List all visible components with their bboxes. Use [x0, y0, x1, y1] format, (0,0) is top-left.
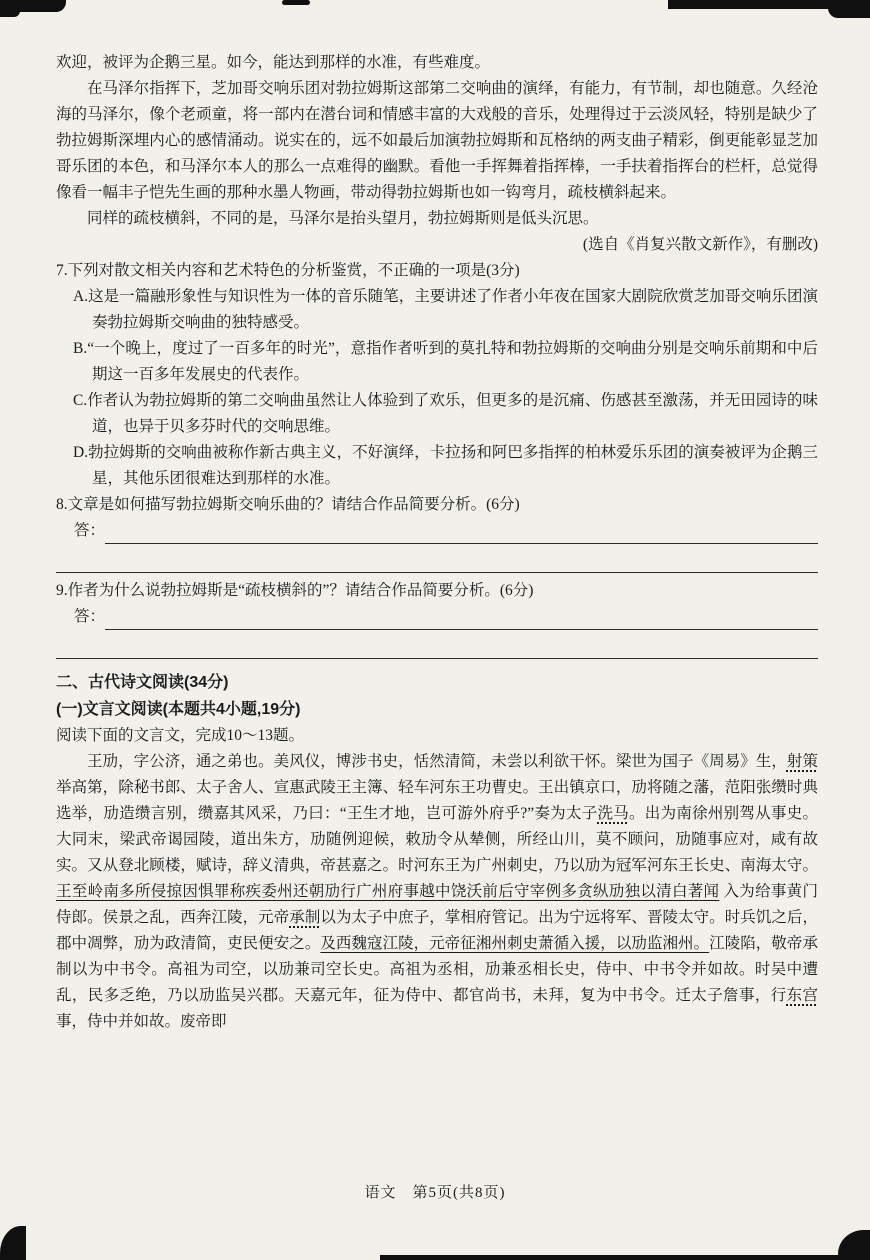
passage-segment: 举高第，除秘书郎、太子舍人、宣惠武陵王主簿、轻车河东王功曹史。王出镇京口，劢将随之藩，范阳张缵时典选举，劢造缵言别，缵嘉其风采，乃曰：“王生才地，岂可游外府乎?”奏为太子: [56, 779, 818, 822]
answer-blank-line: [105, 606, 818, 630]
scan-artifact-top-right-corner: [828, 0, 870, 18]
section-2-instruction: 阅读下面的文言文，完成10～13题。: [56, 727, 305, 744]
essay-paragraph-continuation: 欢迎，被评为企鹅三星。如今，能达到那样的水准，有些难度。: [56, 54, 491, 71]
scan-artifact-bottom-right: [838, 1230, 870, 1260]
section-2-title: 二、古代诗文阅读(34分): [56, 674, 229, 691]
answer-blank-line: [105, 520, 818, 544]
passage-segment: 王劢，字公济，通之弟也。美风仪，博涉书史，恬然清简，未尝以利欲干怀。梁世为国子《周易》生，: [87, 753, 787, 770]
answer-label: 答：: [74, 608, 106, 625]
answer-label: 答：: [74, 522, 106, 539]
passage-segment: 以为太子中庶子，掌相府管记。出为宁远将军、晋陵太守。时兵饥之后，郡中凋弊，劢为政清简，吏民便安之。: [56, 909, 818, 952]
passage-segment: 事，侍中并如故。废帝即: [56, 1013, 227, 1030]
question-8-stem: 8.文章是如何描写勃拉姆斯交响乐曲的？请结合作品简要分析。(6分): [56, 496, 520, 513]
passage-segment: 江陵陷，敬帝承制以为中书令。高祖为司空，以劢兼司空长史。高祖为丞相，劢兼丞相长史，侍中、中书令并如故。时吴中遭乱，民多乏绝，乃以劢监吴兴郡。天嘉元年，征为侍中、都官尚书，未拜，复为中书令。迁太子詹事，行: [56, 935, 818, 1004]
passage-term-dotted: 洗马: [597, 805, 630, 822]
scan-artifact-bottom-left: [0, 1226, 26, 1260]
classical-passage: [56, 749, 818, 1035]
essay-paragraph: 同样的疏枝横斜，不同的是，马泽尔是抬头望月，勃拉姆斯则是低头沉思。: [87, 210, 599, 227]
essay-paragraph: 在马泽尔指挥下，芝加哥交响乐团对勃拉姆斯这部第二交响曲的演绎，有能力，有节制，却也随意。久经沧海的马泽尔，像个老顽童，将一部内在潜台词和情感丰富的大戏般的音乐，处理得过于云淡风轻，特别是缺少了勃拉姆斯深埋内心的感情涌动。说实在的，远不如最后加演勃拉姆斯和瓦格纳的两支曲子精彩，倒更能彰显芝加哥乐团的本色，和马泽尔本人的那么一点难得的幽默。看他一手挥舞着指挥棒，一手扶着指挥台的栏杆，总觉得像看一幅丰子恺先生画的那种水墨人物画，带动得勃拉姆斯也如一钩弯月，疏枝横斜起来。: [56, 80, 818, 201]
answer-blank-line: [56, 544, 818, 573]
passage-term-dotted: 东宫: [786, 987, 818, 1004]
page-footer: 语文 第5页(共8页): [364, 1185, 506, 1201]
passage-segment: 。出为南徐州别驾从事史。大同末，梁武帝谒园陵，道出朱方，劢随例迎候，敕劢令从辇侧，所经山川，莫不顾问，劢随事应对，咸有故实。又从登北顾楼，赋诗，辞义清典，帝甚嘉之。时河东王为广州刺史，乃以劢为冠军河东王长史、南海太守。: [56, 805, 818, 874]
question-8-answer-row: [56, 518, 818, 544]
section-2-subtitle: (一)文言文阅读(本题共4小题,19分): [56, 701, 301, 718]
answer-blank-line: [56, 630, 818, 659]
page-content: [56, 50, 818, 1035]
passage-term-dotted: 承制: [289, 909, 321, 926]
question-7-option-a: A.这是一篇融形象性与知识性为一体的音乐随笔，主要讲述了作者小年夜在国家大剧院欣赏芝加哥交响乐团演奏勃拉姆斯交响曲的独特感受。: [73, 288, 818, 331]
question-7-option-c: C.作者认为勃拉姆斯的第二交响曲虽然让人体验到了欢乐，但更多的是沉痛、伤感甚至激荡，并无田园诗的味道，也异于贝多芬时代的交响思维。: [73, 392, 818, 435]
question-9-answer-row: [56, 604, 818, 630]
scan-artifact-bottom-strip: [380, 1255, 870, 1260]
essay-source-note: (选自《肖复兴散文新作》，有删改): [582, 236, 818, 253]
passage-underlined-sentence: 及西魏寇江陵，元帝征湘州刺史萧循入援，以劢监湘州。: [320, 935, 710, 952]
passage-underlined-sentence: 王至岭南多所侵掠因惧罪称疾委州还朝劢行广州府事越中饶沃前后守宰例多贪纵劢独以清白著闻: [56, 883, 720, 900]
question-7-option-b: B.“一个晚上，度过了一百多年的时光”，意指作者听到的莫扎特和勃拉姆斯的交响曲分别是交响乐前期和中后期这一百多年发展史的代表作。: [73, 340, 818, 383]
scan-artifact-top-dash: [282, 0, 310, 5]
question-9-stem: 9.作者为什么说勃拉姆斯是“疏枝横斜的”？请结合作品简要分析。(6分): [56, 582, 534, 599]
question-7-stem: 7.下列对散文相关内容和艺术特色的分析鉴赏，不正确的一项是(3分): [56, 262, 520, 279]
passage-segment: 入为给事黄门侍郎。侯景之乱，西奔江陵，元帝: [56, 883, 818, 926]
question-7-option-d: D.勃拉姆斯的交响曲被称作新古典主义，不好演绎，卡拉扬和阿巴多指挥的柏林爱乐乐团的演奏被评为企鹅三星，其他乐团很难达到那样的水准。: [73, 444, 818, 487]
scan-artifact-top-left-smear: [0, 10, 20, 17]
passage-term-dotted: 射策: [786, 753, 818, 770]
